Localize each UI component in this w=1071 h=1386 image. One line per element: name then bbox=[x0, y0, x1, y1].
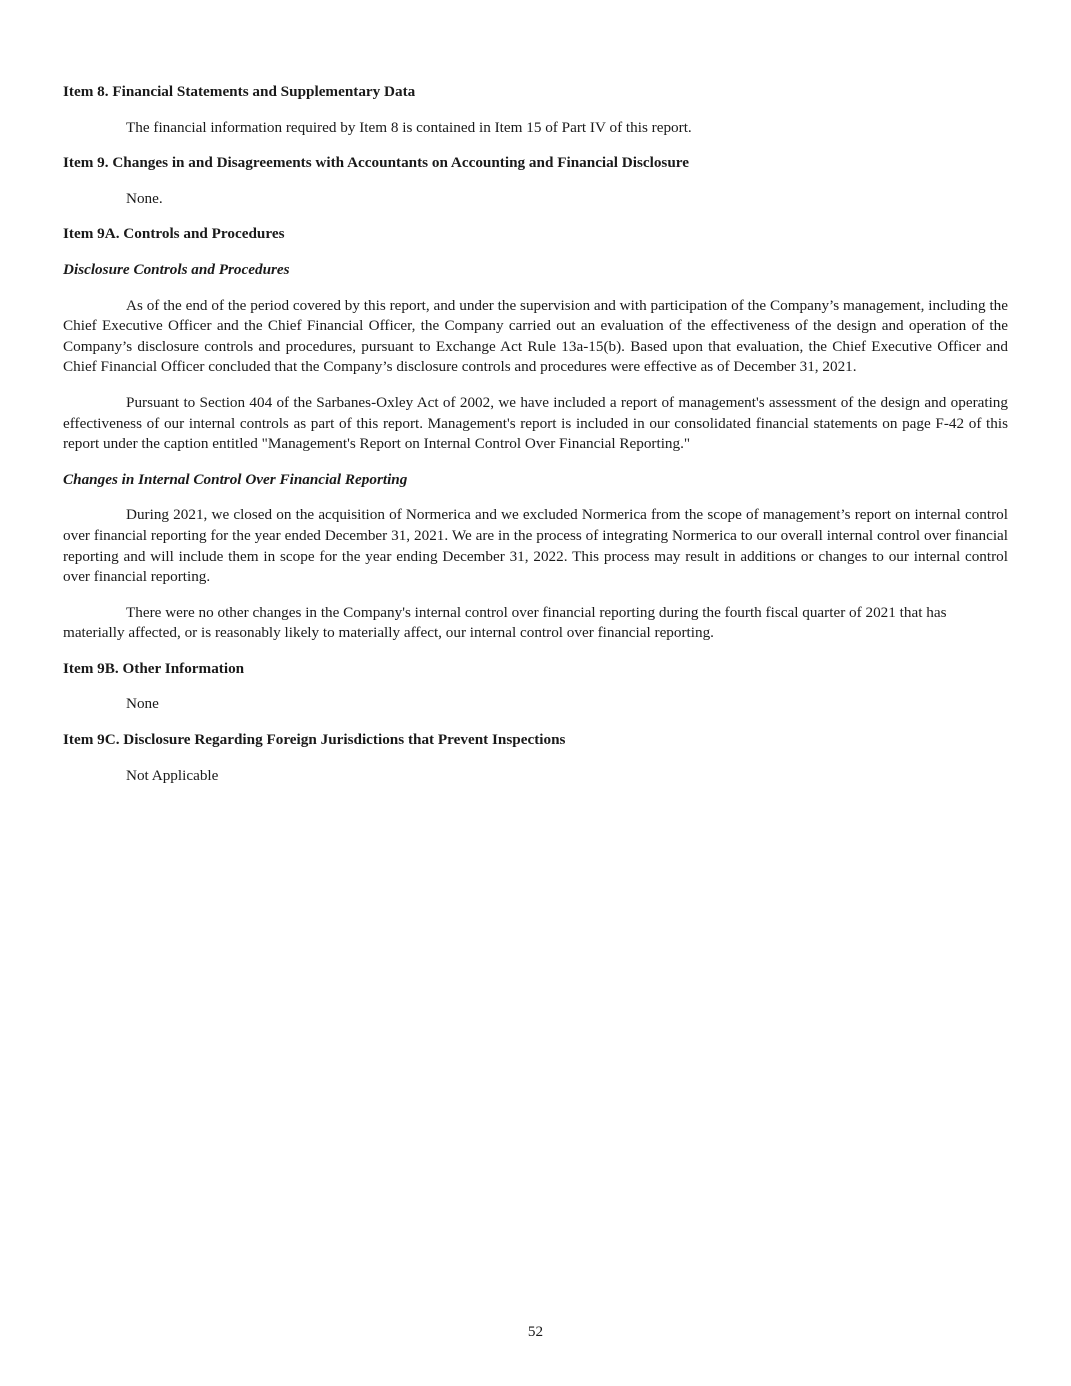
page-number: 52 bbox=[527, 1323, 544, 1340]
changes-internal-control-subheading: Changes in Internal Control Over Financial Reporting bbox=[63, 470, 408, 488]
item-8-heading: Item 8. Financial Statements and Supplementary Data bbox=[63, 83, 416, 100]
document-page bbox=[63, 82, 1008, 801]
item-9b-heading: Item 9B. Other Information bbox=[63, 659, 245, 677]
sox-404-paragraph: Pursuant to Section 404 of the Sarbanes-Oxley Act of 2002, we have included a report of management's assessment of the design and operating effectiveness of our internal controls as part of this report. Management's report is included in our consolidated financial statements on page F-42 of this report under the caption entitled "Management's Report on Internal Control Over Financial Reporting." bbox=[63, 393, 1008, 453]
item-9-text: None. bbox=[126, 189, 163, 207]
item-9c-heading: Item 9C. Disclosure Regarding Foreign Jurisdictions that Prevent Inspections bbox=[63, 731, 566, 749]
no-other-changes-paragraph: There were no other changes in the Company's internal control over financial reporting during the fourth fiscal quarter of 2021 that has materially affected, or is reasonably likely to materially affect, our internal control over financial reporting. bbox=[63, 603, 947, 642]
normerica-paragraph: During 2021, we closed on the acquisition of Normerica and we excluded Normerica from the scope of management’s report on internal control over financial reporting for the year ended December 31, 2021. We are in the process of integrating Normerica to our overall internal control over financial reporting and will include them in scope for the year ending December 31, 2022. This process may result in additions or changes to our internal control over financial reporting. bbox=[63, 506, 1008, 586]
disclosure-controls-subheading: Disclosure Controls and Procedures bbox=[63, 260, 290, 278]
item-9-heading: Item 9. Changes in and Disagreements with Accountants on Accounting and Financial Disclosure bbox=[63, 154, 689, 172]
item-9b-text: None bbox=[126, 695, 159, 713]
item-8-text: The financial information required by Item 8 is contained in Item 15 of Part IV of this report. bbox=[126, 118, 692, 136]
item-9c-text: Not Applicable bbox=[126, 766, 219, 784]
disclosure-controls-paragraph: As of the end of the period covered by this report, and under the supervision and with participation of the Company’s management, including the Chief Executive Officer and the Chief Financial Officer, the Company carried out an evaluation of the effectiveness of the design and operation of the Company’s disclosure controls and procedures, pursuant to Exchange Act Rule 13a-15(b). Based upon that evaluation, the Chief Executive Officer and Chief Financial Officer concluded that the Company’s disclosure controls and procedures were effective as of December 31, 2021. bbox=[63, 296, 1008, 376]
item-9a-heading: Item 9A. Controls and Procedures bbox=[63, 225, 285, 243]
